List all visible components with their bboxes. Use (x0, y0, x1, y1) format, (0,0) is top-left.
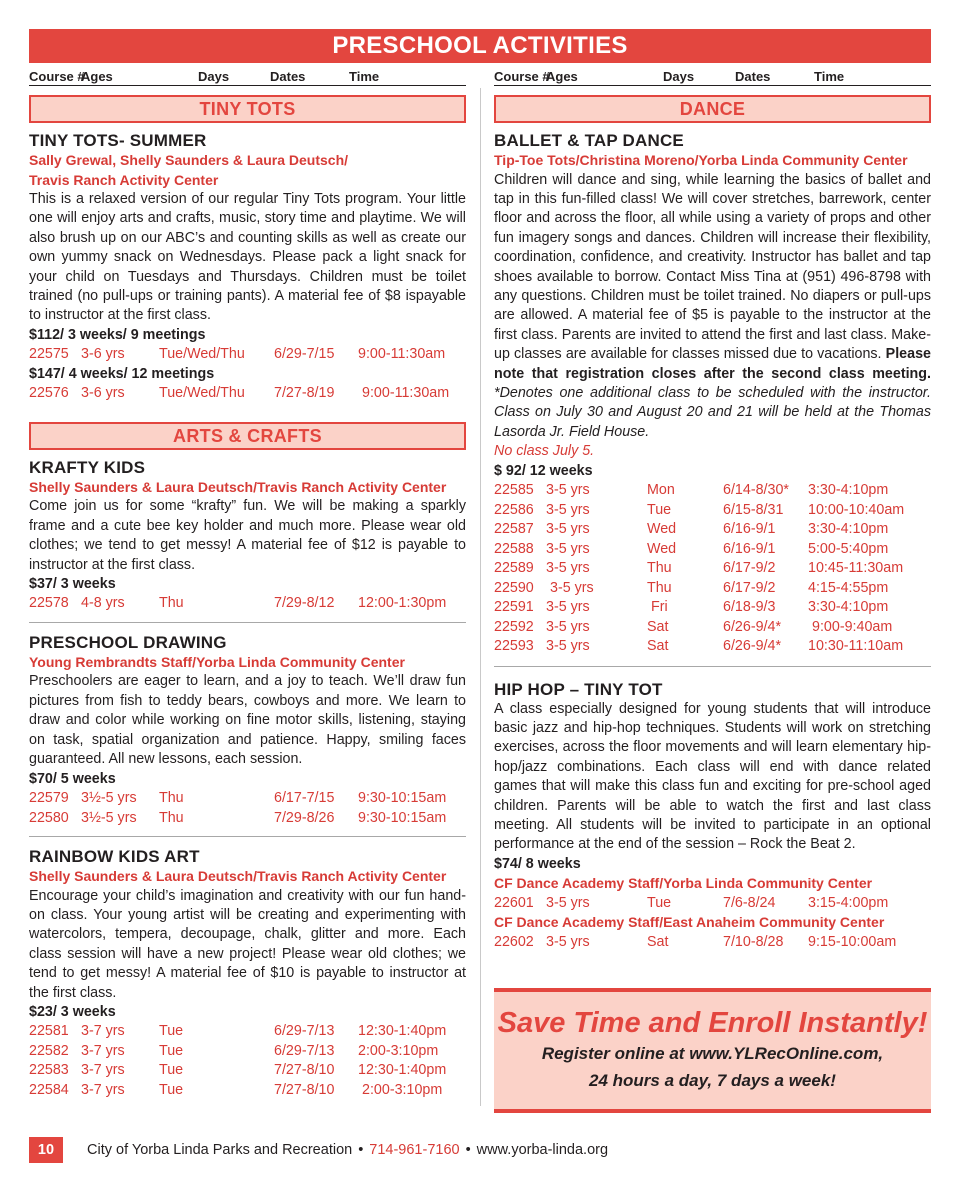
header-time: Time (814, 69, 845, 84)
table-cell: 7/10-8/28 (723, 933, 784, 950)
course-instructor: Tip-Toe Tots/Christina Moreno/Yorba Linda Community Center (494, 152, 908, 168)
table-row (494, 598, 931, 618)
table-cell: 3-5 yrs (546, 933, 590, 950)
table-cell: 3:30-4:10pm (808, 599, 889, 616)
table-cell: Thu (159, 809, 184, 826)
desc-asterisk-note: *Denotes one additional class to be scheduled with the instructor. Class on July 30 and August 20 and 21 will be held at the Thomas Lasorda Jr. Field House. (494, 384, 931, 440)
course-instructor: CF Dance Academy Staff/East Anaheim Community Center (494, 914, 885, 931)
no-class-note: No class July 5. (494, 443, 595, 460)
table-cell: 22589 (494, 560, 534, 577)
table-cell: 22586 (494, 501, 534, 518)
table-cell: 9:30-10:15am (358, 790, 447, 806)
table-cell: 6/17-7/15 (274, 790, 335, 806)
table-cell: 6/29-7/13 (274, 1023, 335, 1040)
course-fee: $112/ 3 weeks/ 9 meetings (29, 326, 206, 343)
table-cell: 6/26-9/4* (723, 638, 782, 655)
table-cell: 7/6-8/24 (723, 894, 776, 911)
column-headers-left (29, 68, 466, 86)
table-cell: 3:30-4:10pm (808, 482, 889, 499)
promo-headline: Save Time and Enroll Instantly! (497, 1007, 928, 1039)
table-cell: 12:00-1:30pm (358, 595, 447, 612)
table-row (494, 933, 931, 953)
table-row (494, 481, 931, 501)
header-days: Days (198, 69, 230, 84)
table-cell: 22576 (29, 385, 69, 402)
footer-org: City of Yorba Linda Parks and Recreation (87, 1142, 353, 1158)
section-tiny-tots: TINY TOTS (29, 95, 466, 123)
course-fee: $147/ 4 weeks/ 12 meetings (29, 365, 215, 382)
table-cell: 6/26-9/4* (723, 618, 782, 635)
table-cell: 9:00-9:40am (812, 618, 893, 635)
table-cell: Tue (159, 1081, 184, 1098)
table-cell: 3:15-4:00pm (808, 894, 889, 911)
table-cell: 9:30-10:15am (358, 809, 447, 826)
table-cell: 3-7 yrs (81, 1023, 125, 1040)
desc-registration-note: Please note that registration closes after the second class meeting. (494, 346, 931, 382)
course-fee: $70/ 5 weeks (29, 770, 116, 787)
table-cell: 22579 (29, 790, 69, 806)
table-cell: 6/17-9/2 (723, 579, 776, 596)
course-location: Travis Ranch Activity Center (29, 171, 219, 188)
table-cell: Thu (159, 595, 184, 612)
table-cell: 10:30-11:10am (808, 638, 904, 655)
table-row (29, 1061, 466, 1081)
table-cell: 3:30-4:10pm (808, 521, 889, 538)
course-description: Come join us for some “krafty” fun. We will be making a sparkly frame and a cute bee key holder and much more. Please wear old clothes; we tend to get messy! A material fee of $12 is payable to instructor at the first class. (29, 498, 466, 573)
table-cell: Fri (651, 599, 668, 616)
table-cell: 3½-5 yrs (81, 790, 137, 806)
table-cell: 7/29-8/12 (274, 595, 335, 612)
table-cell: 6/29-7/13 (274, 1042, 335, 1059)
table-cell: Mon (647, 482, 675, 499)
section-arts-crafts: ARTS & CRAFTS (29, 422, 466, 450)
table-cell: 3-5 yrs (546, 540, 590, 557)
table-row (29, 789, 466, 809)
table-cell: 22578 (29, 595, 69, 612)
table-cell: 3-5 yrs (546, 599, 590, 616)
course-tiny-tots-summer (29, 130, 466, 404)
table-cell: Tue (647, 501, 672, 518)
header-ages: Ages (81, 69, 113, 84)
course-title: BALLET & TAP DANCE (494, 131, 684, 150)
table-cell: 12:30-1:40pm (358, 1062, 447, 1079)
table-row (29, 345, 466, 365)
course-fee: $37/ 3 weeks (29, 575, 116, 592)
table-cell: 6/18-9/3 (723, 599, 776, 616)
course-divider (29, 622, 466, 623)
left-column (29, 95, 466, 1100)
table-cell: 7/27-8/19 (274, 385, 335, 402)
footer-url[interactable]: www.yorba-linda.org (476, 1142, 609, 1158)
table-cell: 3-5 yrs (546, 560, 590, 577)
page-number: 10 (29, 1137, 63, 1163)
footer-separator: • (465, 1142, 471, 1158)
promo-line-register: Register online at www.YLRecOnline.com, (541, 1044, 884, 1063)
course-description: Preschoolers are eager to learn, and a joy to teach. We’ll draw fun pictures from fish to teddy bears, cowboys and more. We learn to draw and color while working on fine motor skills, listening, staying on task, spatial organization and patience. Happy, smiling faces guaranteed. All new lessons, each session. (29, 673, 466, 768)
table-cell: 5:00-5:40pm (808, 540, 889, 557)
desc-text: Children will dance and sing, while learning the basics of ballet and tap in this fun-filled class! We will cover stretches, barrework, center floor and across the floor, all while using a variety of props and other fun imagery songs and dances. Children will increase their flexibility, coordination, confidence, and creativity. Instructor has ballet and tap shoes available to borrow. Contact Miss Tina at (951) 496-8798 with any questions. Children must be toilet trained. No diapers or pull-ups are allowed. A material fee of $5 is payable to the instructor at the first class. Parents are invited to attend the first and last class. Make-up classes are available for classes missed due to vacations. (494, 171, 931, 363)
course-divider (29, 836, 466, 837)
course-fee: $ 92/ 12 weeks (494, 462, 593, 479)
table-cell: 10:45-11:30am (808, 560, 904, 577)
column-headers-right (494, 68, 931, 86)
table-cell: 9:00-11:30am (358, 346, 446, 363)
page-banner: PRESCHOOL ACTIVITIES (29, 29, 931, 63)
enroll-promo-box (494, 988, 931, 1113)
header-time: Time (349, 69, 380, 84)
table-cell: 3-5 yrs (546, 638, 590, 655)
table-row (29, 1081, 466, 1101)
table-cell: 6/15-8/31 (723, 501, 784, 518)
table-cell: 22585 (494, 482, 534, 499)
section-dance: DANCE (494, 95, 931, 123)
table-cell: 4:15-4:55pm (808, 579, 889, 596)
table-cell: 22581 (29, 1023, 69, 1040)
table-row (494, 540, 931, 560)
table-cell: Thu (647, 560, 672, 577)
course-title: TINY TOTS- SUMMER (29, 131, 207, 150)
table-cell: 3-7 yrs (81, 1081, 125, 1098)
page-footer (29, 1137, 608, 1163)
table-cell: 3-5 yrs (546, 501, 590, 518)
table-cell: 2:00-3:10pm (358, 1042, 439, 1059)
table-cell: 3-6 yrs (81, 346, 125, 363)
course-rainbow-kids-art (29, 846, 466, 1100)
table-row (494, 520, 931, 540)
table-cell: 22588 (494, 540, 534, 557)
course-hip-hop (494, 679, 931, 953)
table-cell: 22580 (29, 809, 69, 826)
table-cell: 3-5 yrs (550, 579, 594, 596)
right-column (494, 95, 931, 952)
course-fee: $23/ 3 weeks (29, 1003, 116, 1020)
table-cell: Thu (647, 579, 672, 596)
table-cell: 7/27-8/10 (274, 1081, 335, 1098)
table-cell: 3½-5 yrs (81, 809, 137, 826)
table-cell: Tue (159, 1042, 184, 1059)
course-instructor: CF Dance Academy Staff/Yorba Linda Community Center (494, 875, 873, 892)
table-cell: 22575 (29, 346, 69, 363)
table-cell: Wed (647, 521, 677, 538)
table-cell: 9:00-11:30am (362, 385, 450, 402)
table-cell: 22590 (494, 579, 534, 596)
table-row (494, 618, 931, 638)
table-cell: Tue/Wed/Thu (159, 385, 245, 402)
table-row (494, 559, 931, 579)
table-row (29, 1042, 466, 1062)
table-cell: Tue (159, 1023, 184, 1040)
table-cell: 6/29-7/15 (274, 346, 335, 363)
table-row (29, 809, 466, 829)
course-title: RAINBOW KIDS ART (29, 847, 200, 866)
table-row (494, 894, 931, 914)
table-cell: 22584 (29, 1081, 69, 1098)
footer-phone: 714-961-7160 (369, 1142, 460, 1158)
course-fee: $74/ 8 weeks (494, 855, 581, 872)
table-cell: Tue/Wed/Thu (159, 346, 245, 363)
table-row (494, 637, 931, 657)
footer-separator: • (358, 1142, 364, 1158)
table-row (29, 1022, 466, 1042)
table-row (29, 594, 466, 614)
course-description (494, 171, 931, 443)
header-ages: Ages (546, 69, 578, 84)
course-title: PRESCHOOL DRAWING (29, 632, 227, 652)
table-cell: Sat (647, 618, 669, 635)
table-cell: 22593 (494, 638, 534, 655)
table-cell: 2:00-3:10pm (362, 1081, 443, 1098)
table-cell: 22583 (29, 1062, 69, 1079)
table-cell: 22587 (494, 521, 534, 538)
table-cell: Tue (159, 1062, 184, 1079)
table-row (29, 384, 466, 404)
course-instructor: Sally Grewal, Shelly Saunders & Laura Deutsch/ (29, 152, 349, 168)
course-divider (494, 666, 931, 667)
course-instructor: Shelly Saunders & Laura Deutsch/Travis Ranch Activity Center (29, 478, 447, 495)
header-course: Course # (29, 69, 85, 84)
header-dates: Dates (270, 69, 306, 84)
table-cell: Sat (647, 933, 669, 950)
table-cell: 3-6 yrs (81, 385, 125, 402)
table-cell: 22591 (494, 599, 534, 616)
course-instructor: Shelly Saunders & Laura Deutsch/Travis Ranch Activity Center (29, 868, 447, 884)
table-cell: 12:30-1:40pm (358, 1023, 447, 1040)
table-cell: Tue (647, 894, 672, 911)
course-title: HIP HOP – TINY TOT (494, 679, 663, 699)
course-ballet-tap (494, 130, 931, 657)
table-row (494, 579, 931, 599)
table-cell: 10:00-10:40am (808, 501, 905, 518)
course-instructor: Young Rembrandts Staff/Yorba Linda Community Center (29, 653, 405, 670)
course-krafty-kids (29, 457, 466, 614)
course-title: KRAFTY KIDS (29, 457, 146, 477)
table-cell: 9:15-10:00am (808, 933, 897, 950)
table-row (494, 501, 931, 521)
ballet-schedule (494, 481, 931, 657)
course-description: A class especially designed for young students that will introduce basic jazz and hip-hop techniques. Students will work on stretching exercises, across the floor movements and will learn elementary hip-hop/jazz combinations. Each class will end with dance related games that will make this class fun and exciting for pre-school aged children. Parents will be able to watch the first and last class meeting. All students will be invited to participate in an optional performance at the end of the session – Rock the Beat 2. (494, 700, 931, 853)
table-cell: 7/29-8/26 (274, 809, 335, 826)
table-cell: Thu (159, 790, 184, 806)
table-cell: Wed (647, 540, 677, 557)
header-dates: Dates (735, 69, 771, 84)
table-cell: 3-5 yrs (546, 521, 590, 538)
table-cell: 22601 (494, 894, 534, 911)
header-course: Course # (494, 69, 550, 84)
table-cell: 22582 (29, 1042, 69, 1059)
table-cell: 4-8 yrs (81, 595, 125, 612)
table-cell: 3-7 yrs (81, 1042, 125, 1059)
table-cell: 6/16-9/1 (723, 540, 776, 557)
table-cell: 6/16-9/1 (723, 521, 776, 538)
course-preschool-drawing (29, 632, 466, 828)
table-cell: 6/14-8/30* (723, 482, 789, 499)
header-days: Days (663, 69, 695, 84)
promo-line-hours: 24 hours a day, 7 days a week! (589, 1071, 836, 1090)
course-description: This is a relaxed version of our regular Tiny Tots program. Your little one will enjoy arts and crafts, music, story time and playtime. We will also brush up on our ABC’s and counting skills as well as create our own yummy snack on Wednesdays. Please pack a light snack for your child on Tuesdays and Thursdays. Children must be toilet trained (no pull-ups or training pants). A material fee of $8 ispayable to instructor at the first class. (29, 191, 466, 324)
course-description: Encourage your child’s imagination and creativity with our fun hand-on class. Your young artist will be creating and experimenting with watercolors, tempera, decoupage, chalk, glitter and more. Each class session will have a new project! Please wear old clothes; we tend to get messy! A material fee of $10 is payable to instructor at the first class. (29, 887, 466, 1001)
table-cell: 22592 (494, 618, 534, 635)
table-cell: Sat (647, 638, 669, 655)
table-cell: 3-5 yrs (546, 482, 590, 499)
table-cell: 6/17-9/2 (723, 560, 776, 577)
table-cell: 3-5 yrs (546, 618, 590, 635)
table-cell: 7/27-8/10 (274, 1062, 335, 1079)
table-cell: 3-5 yrs (546, 894, 590, 911)
table-cell: 22602 (494, 933, 534, 950)
table-cell: 3-7 yrs (81, 1062, 125, 1079)
column-divider (480, 88, 481, 1106)
